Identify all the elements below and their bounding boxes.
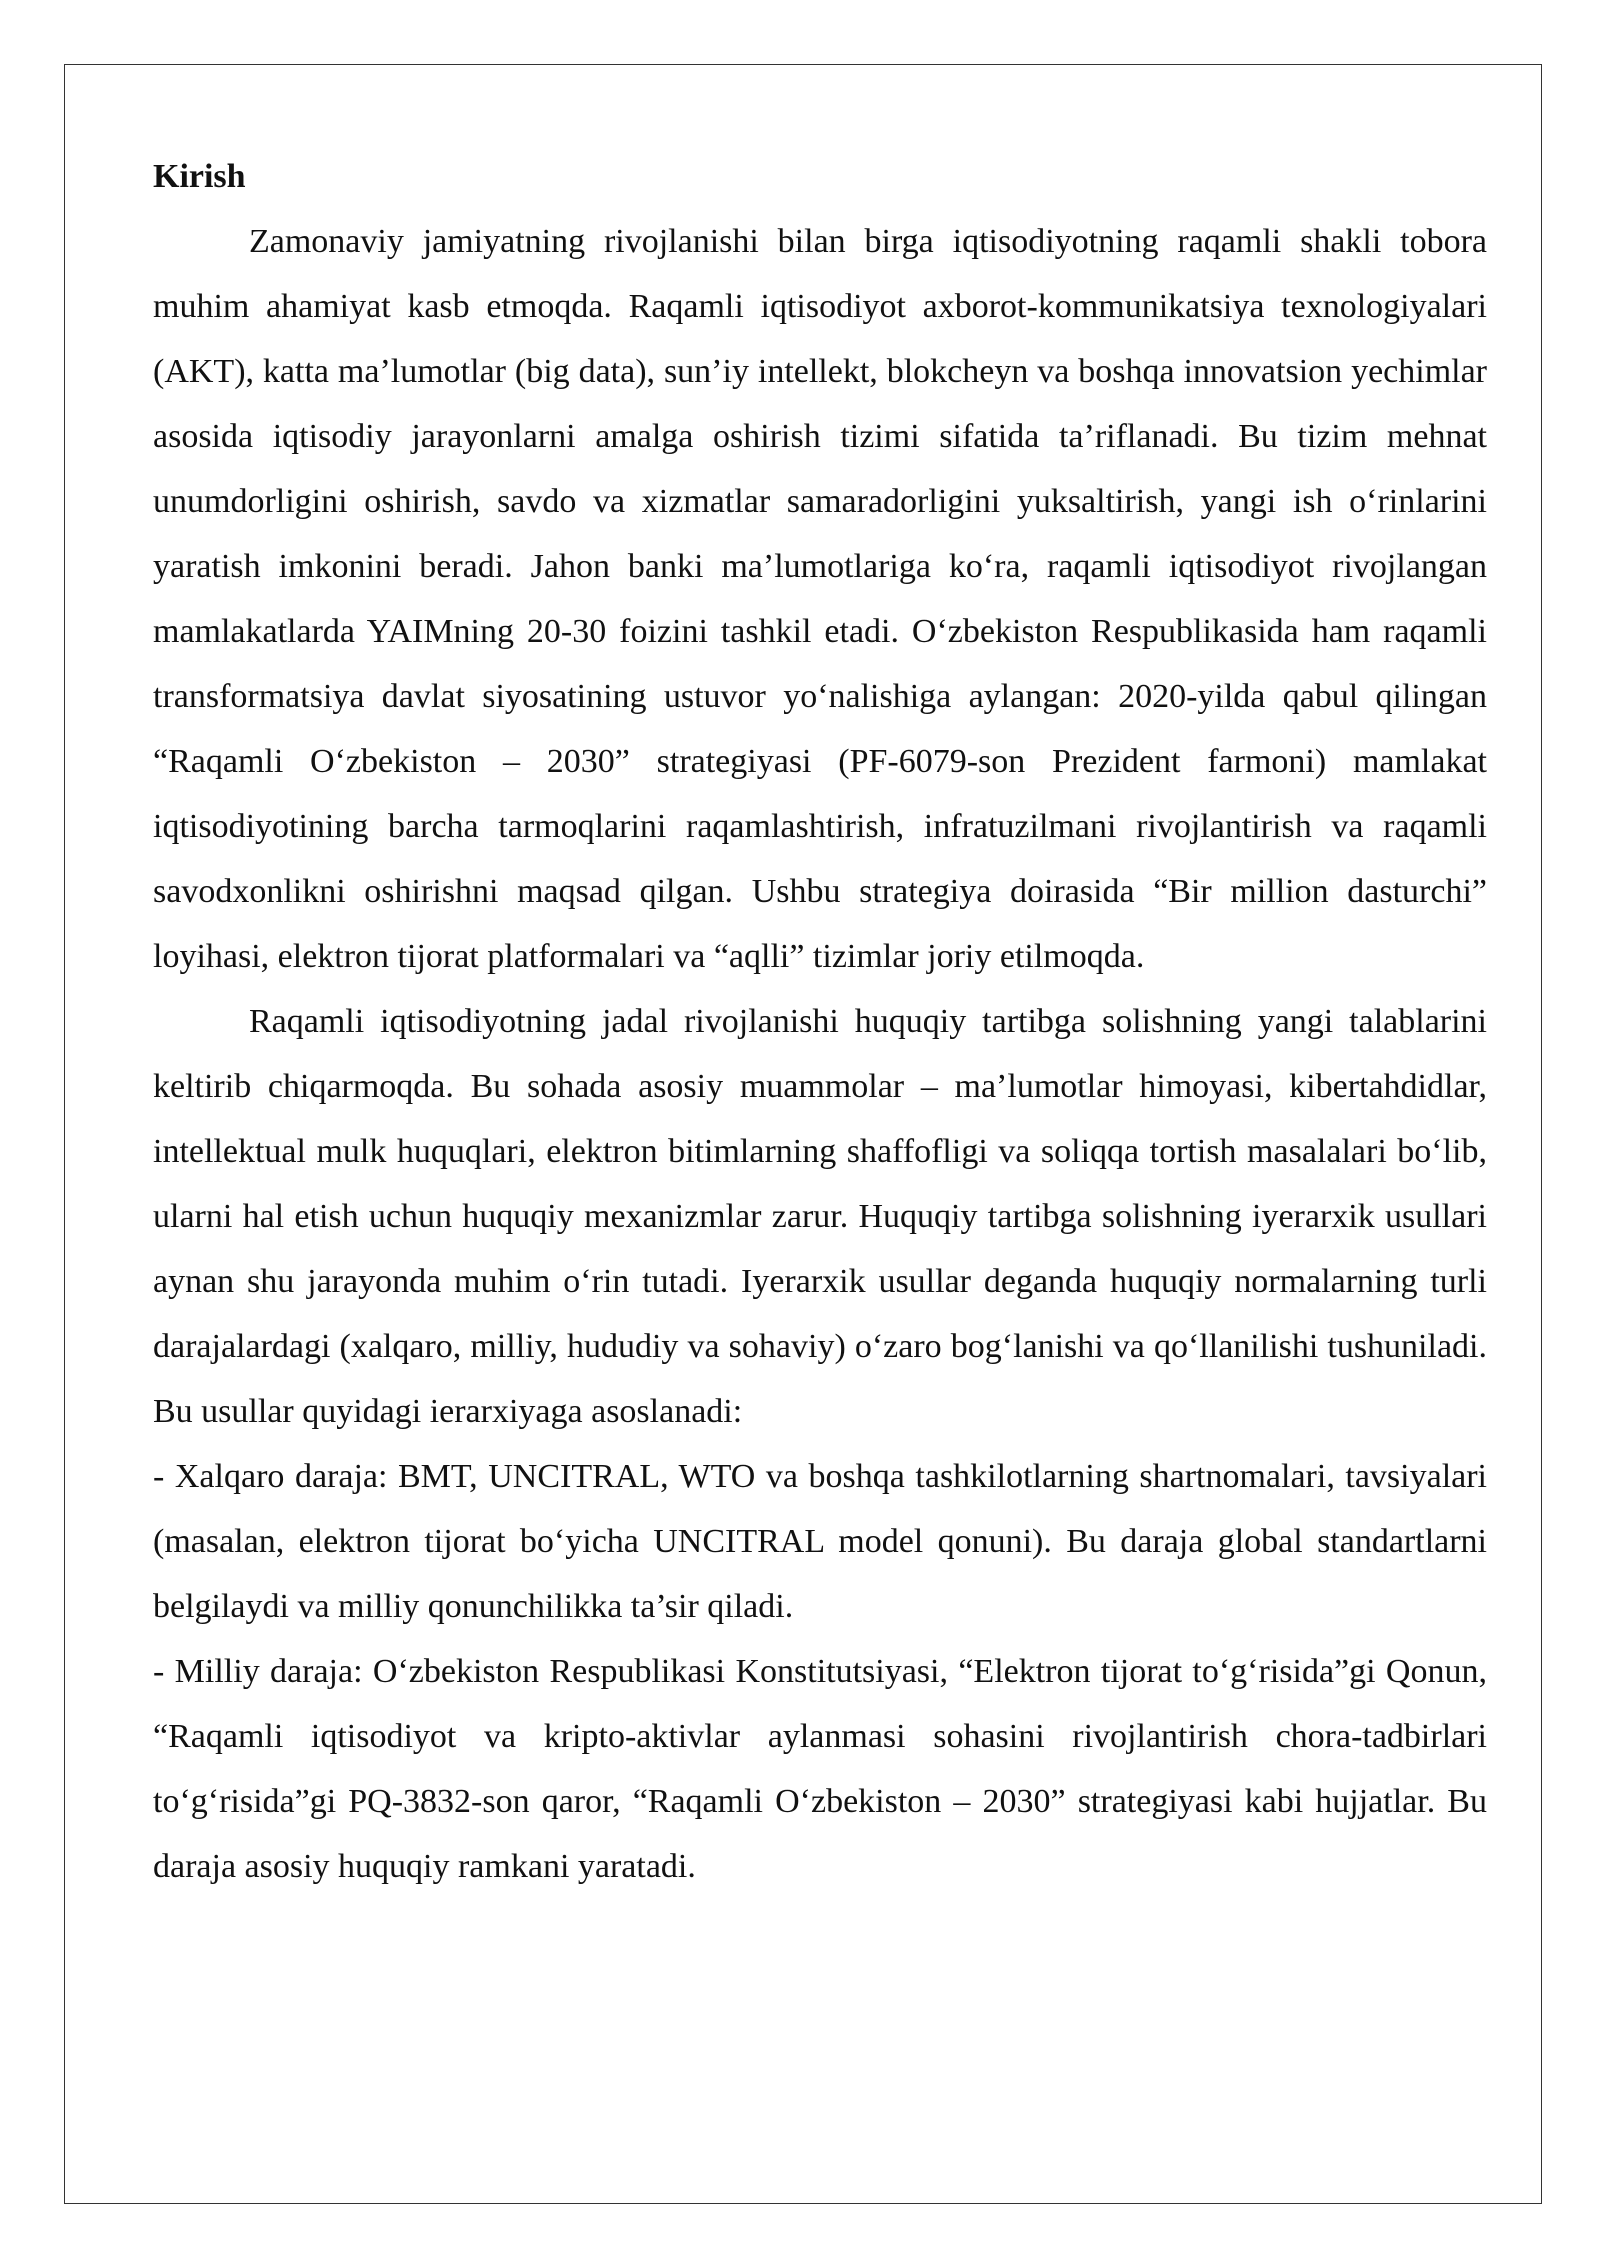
list-item-international: - Xalqaro daraja: BMT, UNCITRAL, WTO va boshqa tashkilotlarning shartnomalari, tavsiyalari (masalan, elektron tijorat bo‘yicha UNCITRAL model qonuni). Bu daraja global standartlarni belgilaydi va milliy qonunchilikka ta’sir qiladi.: [153, 1458, 1487, 1625]
document-body: [153, 144, 1487, 1899]
paragraph-legal: Raqamli iqtisodiyotning jadal rivojlanishi huquqiy tartibga solishning yangi talablarini keltirib chiqarmoqda. Bu sohada asosiy muammolar – ma’lumotlar himoyasi, kibertahdidlar, intellektual mulk huquqlari, elektron bitimlarning shaffofligi va soliqqa tortish masalalari bo‘lib, ularni hal etish uchun huquqiy mexanizmlar zarur. Huquqiy tartibga solishning iyerarxik usullari aynan shu jarayonda muhim o‘rin tutadi. Iyerarxik usullar deganda huquqiy normalarning turli darajalardagi (xalqaro, milliy, hududiy va sohaviy) o‘zaro bog‘lanishi va qo‘llanilishi tushuniladi. Bu usullar quyidagi ierarxiyaga asoslanadi:: [153, 1003, 1487, 1430]
section-heading: Kirish: [153, 158, 246, 195]
paragraph-intro: Zamonaviy jamiyatning rivojlanishi bilan birga iqtisodiyotning raqamli shakli tobora muhim ahamiyat kasb etmoqda. Raqamli iqtisodiyot axborot-kommunikatsiya texnologiyalari (AKT), katta ma’lumotlar (big data), sun’iy intellekt, blokcheyn va boshqa innovatsion yechimlar asosida iqtisodiy jarayonlarni amalga oshirish tizimi sifatida ta’riflanadi. Bu tizim mehnat unumdorligini oshirish, savdo va xizmatlar samaradorligini yuksaltirish, yangi ish o‘rinlarini yaratish imkonini beradi. Jahon banki ma’lumotlariga ko‘ra, raqamli iqtisodiyot rivojlangan mamlakatlarda YAIMning 20-30 foizini tashkil etadi. O‘zbekiston Respublikasida ham raqamli transformatsiya davlat siyosatining ustuvor yo‘nalishiga aylangan: 2020-yilda qabul qilingan “Raqamli O‘zbekiston – 2030” strategiyasi (PF-6079-son Prezident farmoni) mamlakat iqtisodiyotining barcha tarmoqlarini raqamlashtirish, infratuzilmani rivojlantirish va raqamli savodxonlikni oshirishni maqsad qilgan. Ushbu strategiya doirasida “Bir million dasturchi” loyihasi, elektron tijorat platformalari va “aqlli” tizimlar joriy etilmoqda.: [153, 223, 1487, 975]
list-item-national: - Milliy daraja: O‘zbekiston Respublikasi Konstitutsiyasi, “Elektron tijorat to‘g‘risida”gi Qonun, “Raqamli iqtisodiyot va kripto-aktivlar aylanmasi sohasini rivojlantirish chora-tadbirlari to‘g‘risida”gi PQ-3832-son qaror, “Raqamli O‘zbekiston – 2030” strategiyasi kabi hujjatlar. Bu daraja asosiy huquqiy ramkani yaratadi.: [153, 1653, 1487, 1885]
